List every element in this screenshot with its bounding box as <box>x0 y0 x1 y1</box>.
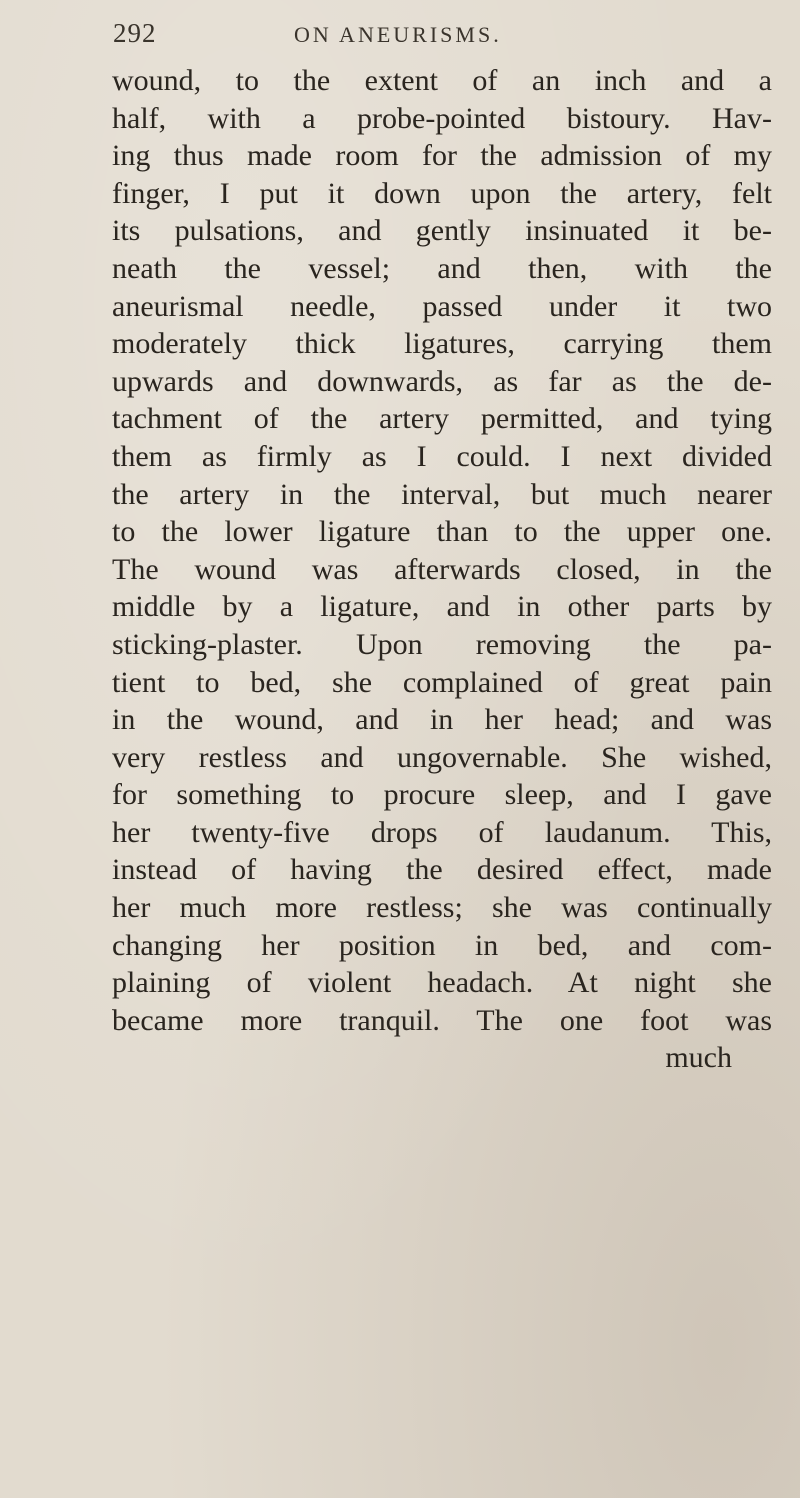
running-title: ON ANEURISMS. <box>294 22 502 47</box>
text-line: them as firmly as I could. I next divided <box>112 439 772 473</box>
text-line: middle by a ligature, and in other parts by <box>112 590 772 624</box>
text-line: aneurismal needle, passed under it two <box>112 289 772 323</box>
text-line: its pulsations, and gently insinuated it be- <box>112 214 772 248</box>
text-line: to the lower ligature than to the upper one. <box>112 515 772 549</box>
text-line: became more tranquil. The one foot was <box>112 1003 772 1037</box>
text-line: in the wound, and in her head; and was <box>112 703 772 737</box>
text-line: upwards and downwards, as far as the de- <box>112 364 772 398</box>
text-line: moderately thick ligatures, carrying them <box>112 327 772 361</box>
text-line: the artery in the interval, but much nearer <box>112 477 772 511</box>
page-number: 292 <box>113 18 157 48</box>
text-line: ing thus made room for the admission of my <box>112 139 772 173</box>
catchword: much <box>665 1041 732 1075</box>
text-line: wound, to the extent of an inch and a <box>112 64 772 97</box>
text-line: The wound was afterwards closed, in the <box>112 552 772 586</box>
body-text <box>112 62 772 1077</box>
text-line: very restless and ungovernable. She wished, <box>112 740 772 774</box>
text-line: neath the vessel; and then, with the <box>112 251 772 285</box>
text-line: her much more restless; she was continually <box>112 891 772 925</box>
running-head <box>0 10 800 54</box>
text-line: plaining of violent headach. At night she <box>112 966 772 1000</box>
text-line: tient to bed, she complained of great pain <box>112 665 772 699</box>
text-line: tachment of the artery permitted, and tying <box>112 402 772 436</box>
text-line: finger, I put it down upon the artery, felt <box>112 176 772 210</box>
text-line: sticking-plaster. Upon removing the pa- <box>112 627 772 661</box>
text-line: changing her position in bed, and com- <box>112 928 772 962</box>
text-line: half, with a probe-pointed bistoury. Hav- <box>112 101 772 135</box>
text-line: her twenty-five drops of laudanum. This, <box>112 815 772 849</box>
text-line: instead of having the desired effect, made <box>112 853 772 887</box>
text-line: for something to procure sleep, and I gave <box>112 778 772 812</box>
